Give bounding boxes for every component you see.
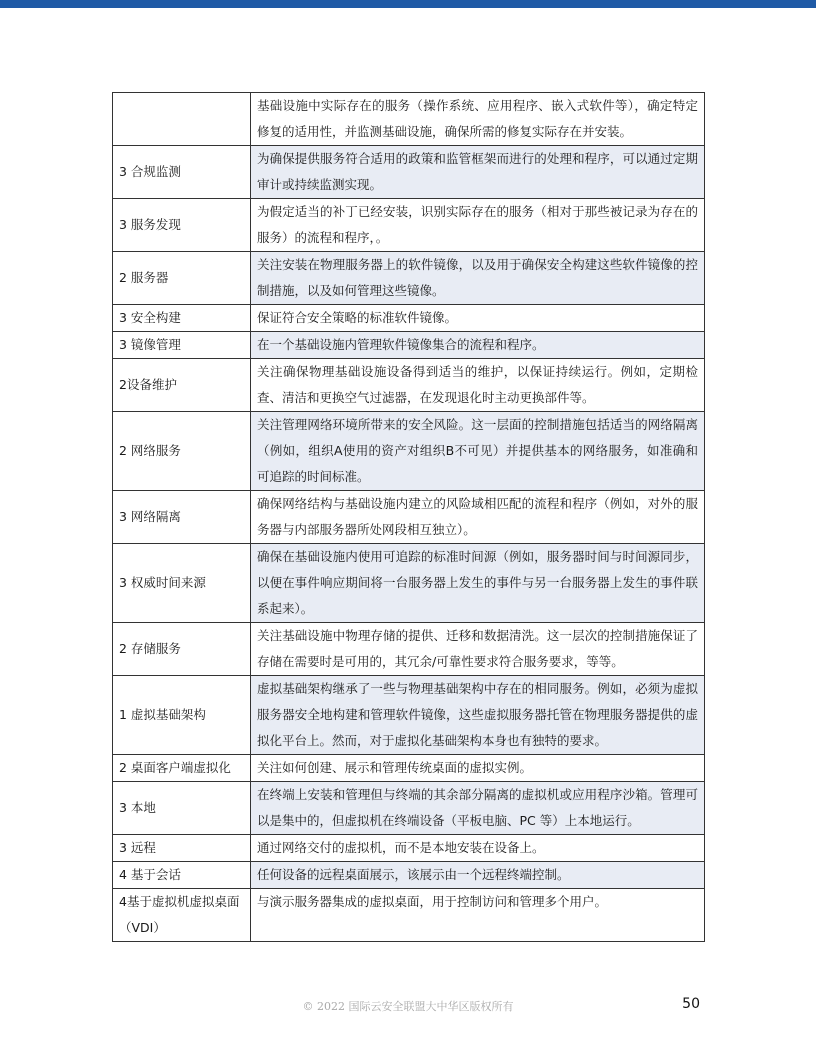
table-row — [113, 332, 705, 359]
row-description: 在终端上安装和管理但与终端的其余部分隔离的虚拟机或应用程序沙箱。管理可以是集中的，但虚拟机在终端设备（平板电脑、PC 等）上本地运行。 — [251, 782, 705, 835]
page-number: 50 — [682, 996, 700, 1012]
row-label: 2设备维护 — [113, 359, 251, 412]
table-row — [113, 835, 705, 862]
table-row — [113, 676, 705, 755]
table-row — [113, 93, 705, 146]
row-label: 1 虚拟基础架构 — [113, 676, 251, 755]
table-row — [113, 889, 705, 942]
row-label: 2 桌面客户端虚拟化 — [113, 755, 251, 782]
row-label: 2 服务器 — [113, 252, 251, 305]
table-row — [113, 623, 705, 676]
header-bar — [0, 0, 816, 8]
row-description: 关注如何创建、展示和管理传统桌面的虚拟实例。 — [251, 755, 705, 782]
row-description: 为假定适当的补丁已经安装，识别实际存在的服务（相对于那些被记录为存在的服务）的流程和程序，。 — [251, 199, 705, 252]
table-row — [113, 146, 705, 199]
row-label: 4基于虚拟机虚拟桌面（VDI） — [113, 889, 251, 942]
row-label — [113, 93, 251, 146]
row-description: 基础设施中实际存在的服务（操作系统、应用程序、嵌入式软件等），确定特定修复的适用性，并监测基础设施，确保所需的修复实际存在并安装。 — [251, 93, 705, 146]
table-row — [113, 305, 705, 332]
row-label: 3 本地 — [113, 782, 251, 835]
row-label: 3 服务发现 — [113, 199, 251, 252]
table-row — [113, 199, 705, 252]
row-description: 关注安装在物理服务器上的软件镜像，以及用于确保安全构建这些软件镜像的控制措施，以及如何管理这些镜像。 — [251, 252, 705, 305]
table-row — [113, 359, 705, 412]
row-description: 通过网络交付的虚拟机，而不是本地安装在设备上。 — [251, 835, 705, 862]
row-description: 保证符合安全策略的标准软件镜像。 — [251, 305, 705, 332]
table-row — [113, 782, 705, 835]
row-description: 关注基础设施中物理存储的提供、迁移和数据清洗。这一层次的控制措施保证了存储在需要时是可用的，其冗余/可靠性要求符合服务要求，等等。 — [251, 623, 705, 676]
row-label: 4 基于会话 — [113, 862, 251, 889]
copyright-notice: © 2022 国际云安全联盟大中华区版权所有 — [302, 1000, 514, 1013]
row-description: 在一个基础设施内管理软件镜像集合的流程和程序。 — [251, 332, 705, 359]
row-label: 2 网络服务 — [113, 412, 251, 491]
row-label: 2 存储服务 — [113, 623, 251, 676]
row-description: 确保在基础设施内使用可追踪的标准时间源（例如，服务器时间与时间源同步，以便在事件响应期间将一台服务器上发生的事件与另一台服务器上发生的事件联系起来）。 — [251, 544, 705, 623]
row-label: 3 合规监测 — [113, 146, 251, 199]
row-description: 关注管理网络环境所带来的安全风险。这一层面的控制措施包括适当的网络隔离（例如，组织A使用的资产对组织B不可见）并提供基本的网络服务，如准确和可追踪的时间标准。 — [251, 412, 705, 491]
table-row — [113, 412, 705, 491]
row-label: 3 权威时间来源 — [113, 544, 251, 623]
row-description: 确保网络结构与基础设施内建立的风险域相匹配的流程和程序（例如，对外的服务器与内部服务器所处网段相互独立）。 — [251, 491, 705, 544]
table-row — [113, 862, 705, 889]
table-row — [113, 252, 705, 305]
row-description: 关注确保物理基础设施设备得到适当的维护，以保证持续运行。例如，定期检查、清洁和更换空气过滤器，在发现退化时主动更换部件等。 — [251, 359, 705, 412]
table-row — [113, 755, 705, 782]
requirements-table — [112, 92, 705, 942]
row-description: 虚拟基础架构继承了一些与物理基础架构中存在的相同服务。例如，必须为虚拟服务器安全地构建和管理软件镜像，这些虚拟服务器托管在物理服务器提供的虚拟化平台上。然而，对于虚拟化基础架构本身也有独特的要求。 — [251, 676, 705, 755]
row-label: 3 安全构建 — [113, 305, 251, 332]
row-description: 任何设备的远程桌面展示，该展示由一个远程终端控制。 — [251, 862, 705, 889]
row-label: 3 镜像管理 — [113, 332, 251, 359]
row-description: 为确保提供服务符合适用的政策和监管框架而进行的处理和程序，可以通过定期审计或持续监测实现。 — [251, 146, 705, 199]
row-description: 与演示服务器集成的虚拟桌面，用于控制访问和管理多个用户。 — [251, 889, 705, 942]
row-label: 3 网络隔离 — [113, 491, 251, 544]
table-row — [113, 491, 705, 544]
table-row — [113, 544, 705, 623]
row-label: 3 远程 — [113, 835, 251, 862]
